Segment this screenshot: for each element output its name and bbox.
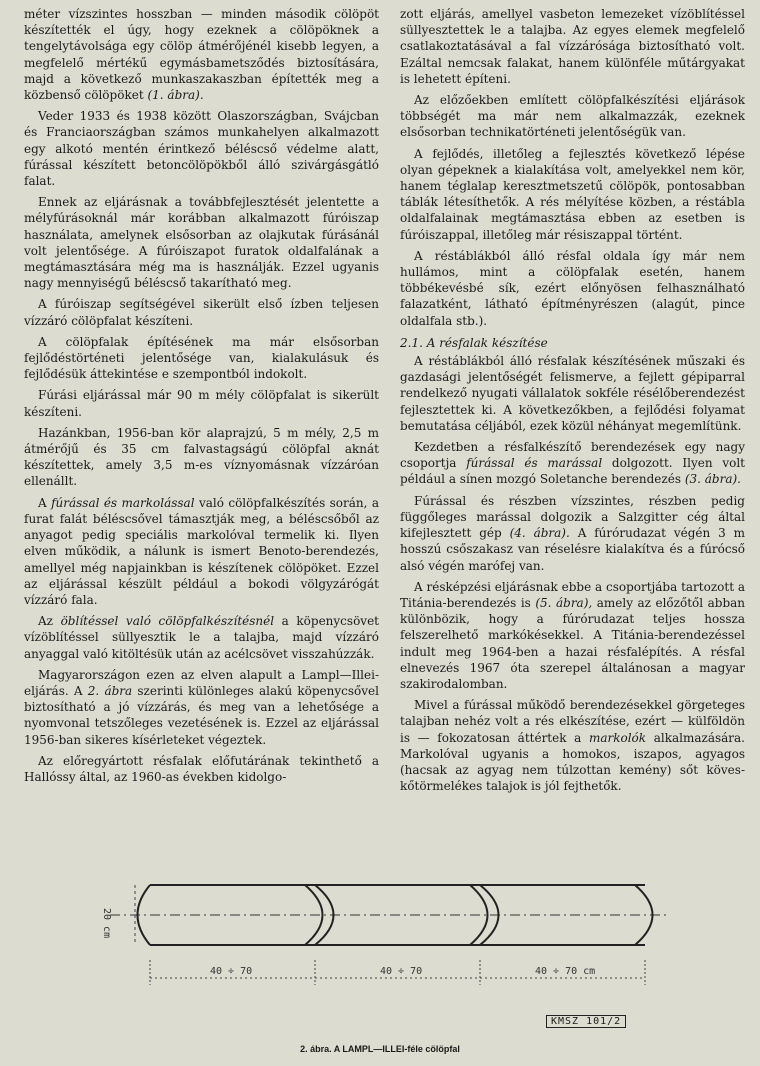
paragraph	[400, 697, 745, 794]
text-span: alkalmazására. Markolóval ugyanis a homokos, iszapos, agyagos (hacsak az agyag nem túlzottan kemény) sőt köves-kőtörmelékes talajok is jól fejthetők.	[400, 730, 745, 794]
paragraph	[400, 248, 745, 329]
paragraph	[400, 439, 745, 488]
italic-span: (1. ábra).	[147, 88, 204, 103]
text-span: A cölöpfalak építésének ma már elsősorban fejlődéstörténeti jelentősége van, kialakulásuk és fejlődésük áttekintése e szempontból indokolt.	[24, 334, 379, 382]
italic-span: fúrással és marással	[466, 456, 603, 471]
paragraph	[400, 493, 745, 574]
dimension-height-label: 20 cm	[101, 908, 112, 939]
text-span: Mivel a fúrással működő berendezésekkel görgeteges talajban nehéz volt a rés elkészítése, ezért — külföldön is — fokozatosan áttértek a	[400, 698, 745, 745]
paragraph	[24, 6, 379, 103]
figure-caption: 2. ábra. A LAMPL—ILLEI-féle cölöpfal	[300, 1044, 460, 1054]
italic-span: öblítéssel való cölöpfalkészítésnél	[60, 614, 275, 629]
text-span: méter vízszintes hosszban — minden második cölöpöt készítették el úgy, hogy ezeknek a cölöpöknek a tengelytávolsága egy cölöp átmérőjénél kisebb legyen, a megfelelő mértékű egymásbametsződés biztosítására, majd a következő munkaszakaszban építették meg a közbenső cölöpöket	[24, 7, 379, 103]
text-span: Az	[38, 614, 61, 629]
italic-span: (3. ábra).	[684, 472, 741, 487]
paragraph	[24, 296, 379, 328]
text-span: Az előzőekben említett cölöpfalkészítési eljárások többségét ma már nem alkalmazzák, ezeknek elsősorban technikatörténeti jelentőségük van.	[400, 93, 745, 140]
paragraph	[24, 667, 379, 748]
text-span: A résképzési eljárásnak ebbe a csoportjába tartozott a Titánia-berendezés is	[400, 579, 745, 610]
paragraph	[24, 753, 379, 785]
text-span: A fúrórudazat végén 3 m hosszú csőszakasz van réselésre kialakítva és a fúrócső alsó végén marófej van.	[400, 526, 745, 573]
text-span: Fúrással és részben vízszintes, részben pedig függőleges marással dolgozik a Salzgitter cég által kifejlesztett gép	[400, 493, 745, 541]
dimension-label-3: 40 ÷ 70 cm	[535, 966, 596, 977]
paragraph	[24, 495, 379, 608]
paragraph	[24, 194, 379, 291]
figure-code-badge: KMSZ 101/2	[546, 1015, 626, 1028]
figure-lampl-illei-pile-wall	[90, 860, 690, 1040]
text-span: A réstáblákból álló résfalak készítésének műszaki és gazdasági jelentőségét felismerve, a fejlett gépiparral rendelkező nyugati vállalatok sokféle résélőberendezést fejlesztettek ki. A következőkben, a fejlődési folyamat bemutatása céljából, ezek közül néhányat megemlítünk.	[400, 354, 745, 433]
paragraph	[24, 108, 379, 189]
text-span: a köpenycsövet vízöblítéssel süllyesztik le a talajba, majd vízzáró anyaggal való kitöltésük után az acélcsövet visszahúzzák.	[24, 614, 379, 661]
text-span: Fúrási eljárással már 90 m mély cölöpfalat is sikerült készíteni.	[24, 388, 379, 419]
italic-span: (5. ábra),	[535, 595, 593, 610]
paragraph	[400, 146, 745, 243]
text-span: Ennek az eljárásnak a továbbfejlesztését jelentette a mélyfúrásoknál már korábban alkalmazott fúróiszap használata, amelynek elsősorban az olajkutak fúrásánál volt jelentősége. A fúróiszapot furatok oldalfalának a megtámasztására még ma is használják. Ezzel ugyanis nagy mennyiségű béléscső takarítható meg.	[24, 195, 379, 291]
right-column	[400, 6, 745, 794]
text-span: Hazánkban, 1956-ban kör alaprajzú, 5 m mély, 2,5 m átmérőjű és 35 cm falvastagságú cölöpfal aknát készítettek, amely 3,5 m-es víznyomásnak vízzáróan ellenállt.	[24, 425, 379, 489]
text-span: Kezdetben a résfalkészítő berendezések egy nagy csoportja	[400, 440, 745, 471]
italic-span: 2. ábra	[87, 683, 133, 698]
paragraph	[400, 353, 745, 434]
italic-span: fúrással és markolással	[51, 495, 195, 510]
text-span: A fejlődés, illetőleg a fejlesztés következő lépése olyan gépeknek a kialakítása volt, amelyekkel nem kör, hanem téglalap keresztmetszetű cölöpök, pontosabban táblák létesíthetők. A rés mélyítése közben, a réstábla oldalfalainak megtámasztása ebben az esetben is fúróiszappal, illetőleg már résiszappal történt.	[400, 146, 745, 242]
paragraph	[400, 579, 745, 692]
section-heading: 2.1. A résfalak készítése	[400, 335, 548, 350]
dimension-label-2: 40 ÷ 70	[380, 966, 423, 977]
text-span: dolgozott. Ilyen volt például a sínen mozgó Soletanche berendezés	[400, 456, 745, 487]
text-span: való cölöpfalkészítés során, a furat falát béléscsővel támasztják meg, a béléscsőből az anyagot pedig speciális markolóval termelik ki. Ilyen elven működik, a nálunk is ismert Benoto-berendezés, amellyel még napjainkban is készítenek cölöpöket. Ezzel az eljárással készült például a bokodi völgyzárógát vízzáró fala.	[24, 495, 380, 607]
italic-span: markolók	[588, 730, 647, 745]
paragraph	[24, 613, 379, 662]
text-span: szerinti különleges alakú köpenycsővel biztosítható a jó vízzárás, és meg van a lehetősége a nyomvonal tetszőleges vezetésének is. Ezzel az eljárással 1956-ban sikeres kísérleteket végeztek.	[24, 683, 379, 747]
text-span: Veder 1933 és 1938 között Olaszországban, Svájcban és Franciaországban számos munkahelyen alkalmazott egy alkotó mentén érintkező béléscső védelme alatt, fúrással készített betoncölöpökből álló szivárgásgátló falat.	[24, 109, 379, 189]
text-span: A fúróiszap segítségével sikerült első ízben teljesen vízzáró cölöpfalat készíteni.	[24, 297, 379, 328]
italic-span: (4. ábra).	[509, 526, 570, 541]
text-span: zott eljárás, amellyel vasbeton lemezeket vízöblítéssel süllyesztettek le a talajba. Az egyes elemek megfelelő csatlakoztatásával a fal vízzárósága biztosítható volt. Ezáltal nemcsak falakat, hanem különféle műtárgyakat is lehetett építeni.	[400, 7, 745, 86]
text-span: A réstáblákból álló résfal oldala így már nem hullámos, mint a cölöpfalak esetén, hanem többékevésbé sík, ezért előnyösen felhasználható falazatként, látható építményrészen (alagút, pince oldalfala stb.).	[400, 248, 745, 328]
text-span: Magyarországon ezen az elven alapult a Lampl—Illei-eljárás. A	[24, 667, 379, 698]
pile-wall-drawing	[90, 860, 690, 1040]
dimension-label-1: 40 ÷ 70	[210, 966, 253, 977]
text-span: A	[38, 495, 52, 510]
paragraph	[24, 387, 379, 419]
paragraph	[24, 334, 379, 383]
text-span: Az előregyártott résfalak előfutárának tekinthető a Hallóssy által, az 1960-as években kidolgo-	[24, 753, 379, 784]
paragraph	[400, 6, 745, 87]
paragraph	[400, 92, 745, 141]
text-span: amely az előzőtől abban különbözik, hogy a fúrórudazat teljes hossza felszerelhető markókésekkel. A Titánia-berendezéssel indult meg 1964-ben a hazai résfalépítés. A résfal elnevezés 1967 óta szerepel általánosan a magyar szakirodalomban.	[400, 595, 746, 691]
left-column	[24, 6, 379, 785]
paragraph	[24, 425, 379, 490]
